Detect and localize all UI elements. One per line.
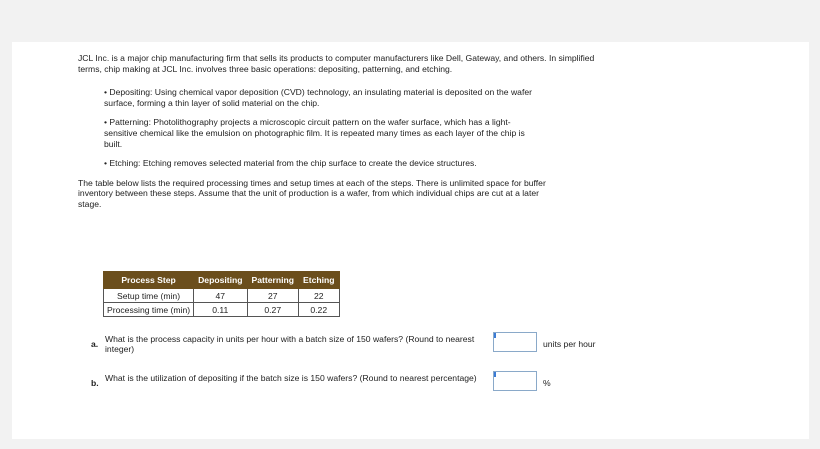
answer-a-input[interactable] (494, 334, 536, 352)
process-times-table (103, 271, 340, 317)
question-b-text: What is the utilization of depositing if the batch size is 150 wafers? (Round to nearest percentage) (105, 373, 477, 383)
header-patterning: Patterning (247, 272, 299, 289)
cell-label: Processing time (min) (104, 303, 194, 317)
answer-b-input[interactable] (494, 373, 536, 391)
answer-a-unit: units per hour (543, 339, 596, 349)
answer-b-unit: % (543, 378, 551, 388)
question-a-letter: a. (91, 339, 99, 349)
table-row-setup (104, 289, 340, 303)
cell-value: 27 (247, 289, 299, 303)
header-etching: Etching (299, 272, 340, 289)
question-b-letter: b. (91, 378, 99, 388)
cell-label: Setup time (min) (104, 289, 194, 303)
cell-value: 47 (194, 289, 247, 303)
cell-value: 0.11 (194, 303, 247, 317)
answer-marker-icon (494, 333, 496, 338)
header-depositing: Depositing (194, 272, 247, 289)
bullet-patterning: • Patterning: Photolithography projects a microscopic circuit pattern on the wafer surface, which has a light-sensitive chemical like the emulsion on photographic film. It is repeated many times as each layer of the chip is built. (104, 117, 525, 149)
question-a-text: What is the process capacity in units per hour with a batch size of 150 wafers? (Round to nearest integer) (105, 334, 475, 354)
table-row-processing (104, 303, 340, 317)
answer-marker-icon (494, 372, 496, 377)
problem-text (78, 53, 618, 210)
bullet-depositing: • Depositing: Using chemical vapor deposition (CVD) technology, an insulating material is deposited on the wafer surface, forming a thin layer of solid material on the chip. (104, 87, 532, 108)
cell-value: 22 (299, 289, 340, 303)
answer-a-box[interactable] (493, 332, 537, 352)
table-header-row (104, 272, 340, 289)
table-description: The table below lists the required processing times and setup times at each of the steps. There is unlimited space for buffer inventory between these steps. Assume that the unit of production is a wafer, from which individual chips are cut at a later stage. (78, 177, 546, 209)
bullet-etching: • Etching: Etching removes selected material from the chip surface to create the device structures. (104, 158, 477, 169)
cell-value: 0.22 (299, 303, 340, 317)
problem-card (12, 42, 809, 439)
header-process-step: Process Step (104, 272, 194, 289)
cell-value: 0.27 (247, 303, 299, 317)
answer-b-box[interactable] (493, 371, 537, 391)
intro-paragraph: JCL Inc. is a major chip manufacturing firm that sells its products to computer manufacturers like Dell, Gateway, and others. In simplified terms, chip making at JCL Inc. involves three basic operations: depositing, patterning, and etching. (78, 53, 595, 74)
